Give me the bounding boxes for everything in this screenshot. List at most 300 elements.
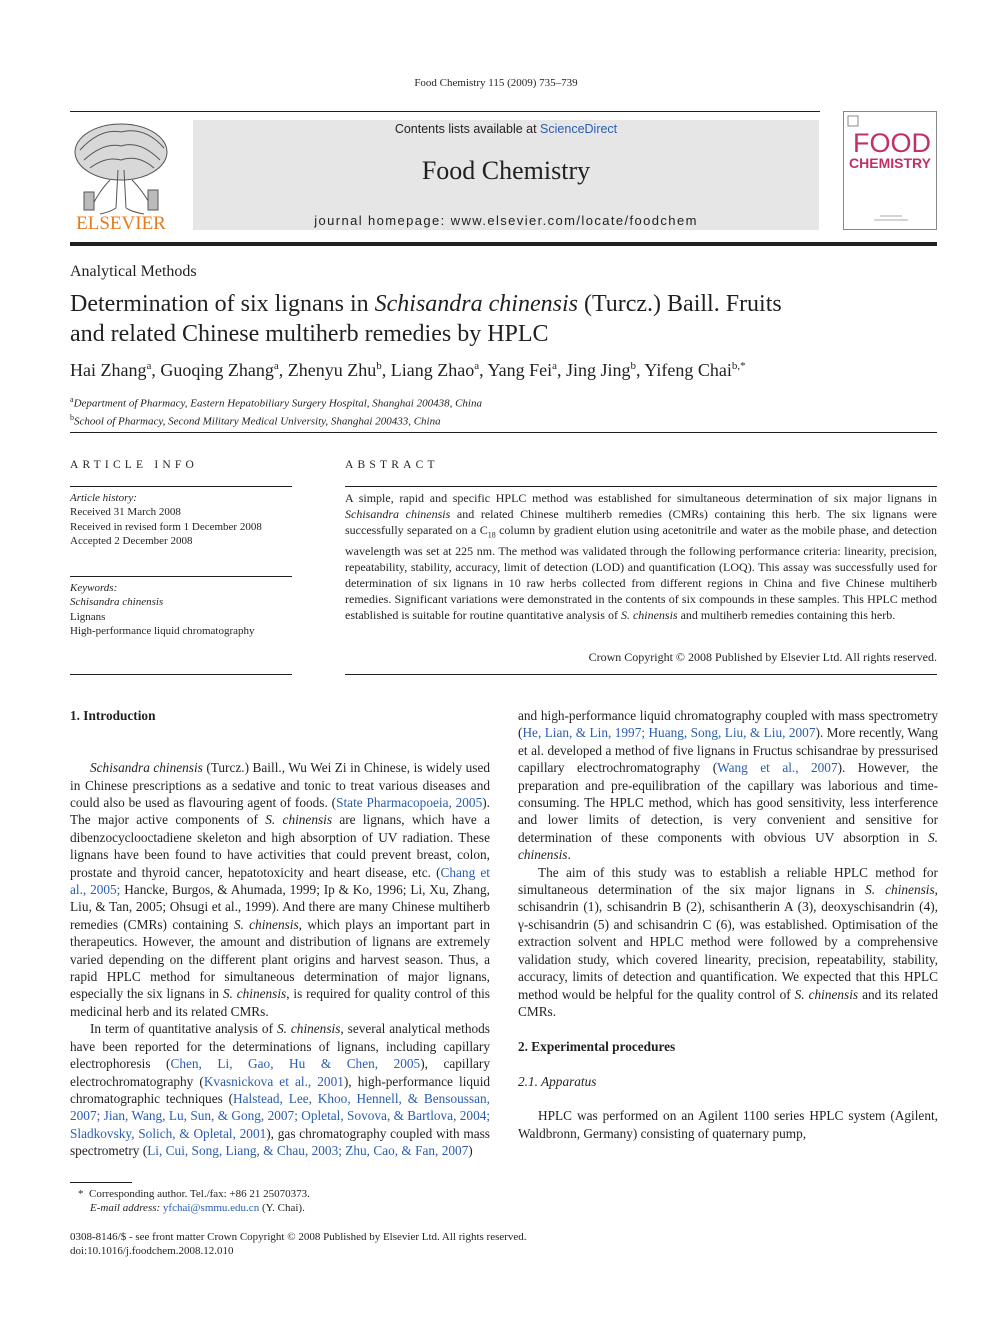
text-run: very [732, 812, 757, 828]
citation-link[interactable]: & [393, 1108, 404, 1124]
text-run: term [105, 1021, 130, 1037]
text-run: liquid [639, 708, 671, 723]
text-run: et [518, 742, 528, 758]
text-run: ), [266, 1125, 275, 1141]
section-heading-introduction: 1. Introduction [70, 708, 156, 723]
text-run [845, 760, 857, 775]
citation-link[interactable]: Fan, [415, 1143, 439, 1159]
text-run: ), [343, 1073, 352, 1089]
citation-link[interactable]: Gong, [231, 1108, 265, 1124]
text-run: HPLC was performed on an Agilent 1100 series HPLC system (Agilent, Waldbronn, Germany) consisting of quaternary pump, [518, 1108, 938, 1141]
citation-link[interactable]: al., [294, 1073, 312, 1089]
citation-link[interactable]: 2007 [811, 760, 838, 776]
citation-link[interactable]: 2003; [311, 1143, 342, 1159]
text-run: with [435, 1125, 460, 1141]
text-run: of [629, 812, 641, 828]
text-run: the [208, 1038, 226, 1054]
title-part-2: (Turcz.) Baill. Fruits [577, 291, 782, 317]
text-run: The aim of this study was to establish a reliable HPLC method for simultaneous determination of the six major lignans in [518, 864, 938, 898]
citation-link[interactable]: Opletal, [301, 1108, 344, 1124]
info-rule [70, 576, 292, 577]
text-run [855, 812, 866, 827]
text-run: More [826, 725, 856, 741]
text-run: . [567, 847, 571, 863]
text-run: these [621, 829, 649, 845]
text-run [202, 1039, 209, 1054]
history-label: Article history: [70, 492, 137, 504]
text-run: time-consuming. [518, 777, 939, 811]
citation-link[interactable]: 2007; [267, 1108, 298, 1124]
keywords [70, 581, 255, 639]
text-run [806, 830, 815, 845]
citation-link[interactable]: Song, [191, 1143, 223, 1159]
issn-line: 0308-8146/$ - see front matter Crown Copyright © 2008 Published by Elsevier Ltd. All rights reserved. [70, 1231, 527, 1243]
text-run: , [340, 1021, 344, 1037]
footnote-star: * [78, 1188, 84, 1200]
text-run: preparation [518, 777, 579, 793]
text-run: mass [838, 708, 865, 723]
text-run: al. [531, 742, 544, 758]
text-run: five [672, 742, 694, 758]
text-run: components [657, 829, 722, 845]
citation-link[interactable]: Liu, [724, 725, 747, 741]
text-run: for [186, 1038, 202, 1054]
history-accepted: Accepted 2 December 2008 [70, 535, 193, 548]
italic-text: S. chinensis [233, 916, 299, 932]
citation-link[interactable]: & [407, 1090, 419, 1106]
text-run [909, 760, 921, 775]
text-run: coupled [765, 708, 808, 723]
citation-link[interactable]: & [320, 1056, 332, 1072]
citation-link[interactable]: Kvasnickova [203, 1073, 274, 1089]
text-run: ( [712, 760, 718, 776]
text-run: pressurised [878, 742, 939, 758]
footnote: * Corresponding author. Tel./fax: +86 21 25070373. E-mail address: yfchai@smmu.edu.cn (Y. Chai). [78, 1188, 310, 1215]
citation-link[interactable]: Song, [690, 725, 722, 741]
citation-link[interactable]: 2007 [788, 725, 816, 741]
text-run: analysis [215, 1021, 258, 1037]
text-run: capillary [518, 760, 565, 776]
journal-homepage[interactable]: journal homepage: www.elsevier.com/locate/foodchem [314, 213, 698, 228]
text-run [612, 830, 621, 845]
keywords-label: Keywords: [70, 582, 118, 594]
text-run: , schisandrin (1), schisandrin B (2), schisantherin A (3), deoxyschisandrin (4), γ-schisandrin (5) and schisandrin C (6), was established. Optimisation of the extraction solvent and HPLC method were followed by a comprehensive validation study, which covered linearity, precision, repeatability, stability, accuracy, limits of detection and quantification. We expected that this HPLC method would be helpful for the quality control of [518, 882, 938, 1002]
italic-text: S. [928, 829, 938, 845]
text-run [537, 812, 548, 827]
text-run [312, 1039, 319, 1054]
text-run: of [706, 777, 719, 793]
text-run: several [347, 1021, 386, 1037]
text-run: which [696, 795, 730, 811]
citation-link[interactable]: Wang, [131, 1108, 166, 1124]
text-run [899, 830, 908, 845]
text-run: pre-equilibration [611, 777, 701, 793]
citation-link[interactable]: 2005 [393, 1056, 421, 1072]
paragraph [70, 759, 490, 1020]
text-run: with [731, 829, 755, 845]
subsection-heading-apparatus: 2.1. Apparatus [518, 1073, 597, 1089]
text-run: was [800, 777, 822, 793]
text-run [604, 778, 611, 793]
citation-link[interactable]: Gao, [248, 1056, 274, 1072]
text-run: lignans [696, 742, 736, 758]
citation-link[interactable]: Chau, [276, 1143, 309, 1159]
cover-food: FOOD [853, 128, 931, 158]
journal-reference: Food Chemistry 115 (2009) 735–739 [414, 77, 578, 89]
header-rule [70, 111, 820, 112]
affiliations [70, 393, 482, 428]
italic-text: S. chinensis [865, 882, 935, 898]
citation-link[interactable]: Bensoussan, [423, 1090, 490, 1106]
text-run [700, 778, 707, 793]
text-run [834, 830, 843, 845]
sciencedirect-link[interactable]: ScienceDirect [540, 122, 618, 136]
elsevier-wordmark: ELSEVIER [76, 213, 166, 232]
citation-link[interactable]: 2001 [239, 1125, 267, 1141]
text-run: capillary [443, 1038, 491, 1054]
citation-link[interactable]: Chen, [170, 1056, 202, 1072]
title-species: Schisandra chinensis [374, 291, 578, 317]
cover-chemistry: CHEMISTRY [849, 155, 931, 171]
text-run: (Turcz.) Baill., Wu Wei Zi in Chinese, is widely used in Chinese prescriptions as a sedative and tonic to treat various diseases and could also be used as flavouring agent of foods. ( [70, 760, 490, 810]
citation-link[interactable] [331, 1056, 347, 1071]
text-run: ( [166, 1056, 171, 1072]
italic-text: S. [276, 1021, 287, 1037]
history-received: Received 31 March 2008 [70, 506, 181, 519]
citation-link[interactable]: al., [782, 760, 799, 776]
text-run: HPLC [609, 795, 644, 811]
citation-link[interactable] [233, 1056, 249, 1071]
author[interactable]: Jing Jing$^b$ [566, 360, 637, 380]
article-history [70, 491, 262, 549]
contents-prefix: Contents lists available at [394, 122, 541, 136]
text-run [649, 830, 658, 845]
citation-link[interactable]: 1997; [614, 725, 646, 741]
text-run: method, [648, 795, 692, 811]
journal-cover-icon [844, 112, 936, 229]
text-run: detection, [650, 812, 703, 828]
journal-cover [843, 111, 937, 230]
text-run [718, 778, 725, 793]
citation-link[interactable] [770, 760, 782, 775]
affiliation: $^a$Department of Pharmacy, Eastern Hepatobiliary Surgery Hospital, Shanghai 200438, China [70, 395, 482, 410]
text-run: coupled [390, 1125, 433, 1141]
citation-link[interactable]: 2001 [317, 1073, 344, 1089]
citation-link[interactable]: Sun, [190, 1108, 215, 1124]
text-run [151, 1056, 167, 1071]
text-run: determinations [232, 1038, 312, 1054]
citation-link[interactable]: Khoo, [317, 1090, 351, 1106]
italic-text: chinensis [518, 847, 568, 863]
text-run [428, 1056, 444, 1071]
abstract-copyright: Crown Copyright © 2008 Published by Elsevier Ltd. All rights reserved. [588, 650, 937, 664]
citation-link[interactable] [202, 1056, 218, 1071]
text-run: of [261, 1021, 273, 1037]
abstract-rule [345, 674, 937, 675]
history-revised: Received in revised form 1 December 2008 [70, 520, 262, 533]
citation-link[interactable]: Jian, [103, 1108, 129, 1124]
citation-link[interactable]: et [760, 760, 770, 776]
text-run [919, 830, 928, 845]
elsevier-logo [70, 120, 172, 232]
affiliation-rule [70, 432, 937, 433]
text-run: ) [468, 1143, 473, 1159]
section-type: Analytical Methods [70, 263, 197, 280]
citation-link[interactable]: State Pharmacopoeia, 2005 [336, 795, 483, 810]
text-run [722, 830, 731, 845]
citation-link[interactable]: Opletal, [193, 1125, 236, 1141]
citation-link[interactable]: Halstead, [233, 1090, 283, 1106]
text-run: has [733, 795, 752, 811]
text-run: ( [228, 1090, 234, 1106]
citation-link[interactable]: Wang [717, 760, 748, 776]
text-run: less [849, 795, 870, 811]
text-run: ), [420, 1056, 428, 1072]
paragraph [518, 1107, 938, 1142]
text-run [578, 812, 589, 827]
citation-link[interactable]: Lu, [168, 1108, 187, 1124]
text-run [722, 812, 733, 827]
text-run: in [908, 829, 919, 845]
text-run: liquid [459, 1073, 491, 1089]
text-run: chromatography [299, 1125, 387, 1141]
text-run: by [861, 742, 875, 758]
citation-link[interactable]: & [401, 1143, 412, 1159]
citation-link[interactable]: & [749, 725, 761, 741]
text-run: good [756, 795, 784, 811]
keyword: Lignans [70, 610, 106, 623]
citation-link[interactable]: Li, [217, 1056, 233, 1072]
title-line-2: and related Chinese multiherb remedies by HPLC [70, 321, 549, 347]
author[interactable]: Guoqing Zhang$^a$ [160, 360, 279, 380]
citation-link[interactable]: Chen, [346, 1056, 379, 1072]
citation-link[interactable]: Lian, [544, 725, 573, 741]
text-run: have [70, 1038, 96, 1054]
text-run: methods [444, 1021, 490, 1037]
citation-link[interactable]: Liu, [763, 725, 786, 741]
author-list: Hai Zhang$^a$, Guoqing Zhang$^a$, Zhenyu Zhu$^b$, Liang Zhao$^a$, Yang Fei$^a$, Jing Jing$^b$, Yifeng Chai$^{b,*}$ [70, 360, 746, 380]
text-run: high-performance [540, 708, 637, 723]
text-run: absorption [843, 829, 900, 845]
citation-link[interactable] [274, 1056, 290, 1071]
text-run: obvious [763, 829, 806, 845]
text-run: schisandrae [795, 742, 858, 758]
citation-link[interactable]: He, [522, 725, 542, 741]
citation-link[interactable] [305, 1056, 321, 1071]
text-run: of [601, 829, 613, 845]
text-run [912, 812, 923, 827]
citation-link[interactable] [748, 760, 760, 775]
author[interactable]: Liang Zhao$^a$ [390, 360, 480, 380]
citation-link[interactable]: & [179, 1125, 190, 1141]
citation-link[interactable]: Hu [289, 1056, 306, 1072]
text-run [703, 812, 714, 827]
italic-text: S. chinensis [222, 986, 287, 1002]
citation-link[interactable]: Cui, [165, 1143, 189, 1159]
text-run: Hancke, Burgos, & Ahumada, 1999; Ip & Ko, 1996; Li, Xu, Zhang, Liu, & Tan, 2005; Ohsugi et al., 1999). And there are many Chinese multiherb remedies (CMRs) containing [70, 882, 491, 932]
abstract-rule [345, 486, 937, 487]
body-column-right [518, 707, 938, 1142]
author[interactable]: Yifeng Chai$^{b,*}$ [644, 360, 746, 380]
citation-link[interactable]: Sladkovsky, [70, 1125, 135, 1141]
text-run: for [922, 812, 939, 828]
text-run: sensitive [865, 812, 913, 828]
section-heading-experimental: 2. Experimental procedures [518, 1038, 676, 1054]
text-run [565, 760, 577, 775]
body-column-left [70, 707, 490, 1160]
citation-link[interactable]: Cao, [373, 1143, 399, 1159]
article-title [70, 289, 930, 349]
text-run: ). [837, 760, 846, 776]
text-run: laborious [828, 777, 878, 793]
citation-link[interactable]: 2007; [70, 1108, 101, 1124]
footnote-rule [70, 1182, 132, 1183]
text-run: gas [277, 1125, 296, 1141]
text-run: The [584, 795, 605, 811]
contents-line [193, 122, 819, 136]
text-run [436, 1039, 443, 1054]
text-run: limits [588, 812, 619, 828]
article-info-heading: ARTICLE INFO [70, 459, 198, 471]
email-link[interactable]: yfchai@smmu.edu.cn [162, 1202, 260, 1215]
text-run: quantitative [148, 1021, 212, 1037]
text-run [379, 1039, 386, 1054]
text-run: electrochromatography [70, 1073, 194, 1089]
footnote-text: Corresponding author. Tel./fax: +86 21 25070373. [89, 1188, 310, 1200]
text-run: recently, [858, 725, 905, 741]
text-run [640, 812, 651, 827]
paragraph [518, 864, 938, 1021]
text-run: and [518, 708, 538, 723]
text-run: developed [547, 742, 603, 758]
text-run [592, 830, 601, 845]
citation-link[interactable]: Sovova, [347, 1108, 391, 1124]
citation-link[interactable]: & [575, 725, 587, 741]
citation-link[interactable] [378, 1056, 394, 1071]
text-run: and [835, 812, 855, 828]
paragraph [70, 1020, 490, 1159]
text-run: chromatographic [70, 1090, 161, 1106]
text-run: of [658, 742, 670, 758]
citation-link[interactable] [799, 760, 811, 775]
elsevier-tree-icon [70, 120, 172, 232]
citation-link[interactable]: Solich, [138, 1125, 176, 1141]
author[interactable]: Hai Zhang$^a$ [70, 360, 152, 380]
text-run: In [90, 1021, 102, 1037]
italic-text: S. chinensis [794, 986, 859, 1002]
citation-link[interactable]: Lee, [288, 1090, 312, 1106]
text-run: ). The major active components of [70, 795, 490, 828]
text-run [700, 760, 712, 775]
citation-link[interactable]: Hennell, [356, 1090, 402, 1106]
keyword: Schisandra chinensis [70, 596, 164, 609]
text-run: and [518, 812, 538, 828]
journal-header [193, 120, 819, 230]
citation-link[interactable]: Bartlova, [407, 1108, 457, 1124]
journal-title: Food Chemistry [421, 156, 591, 185]
text-run: interference [874, 795, 939, 811]
text-run: spectrometry [70, 1143, 140, 1159]
text-run: lower [547, 812, 578, 828]
text-run [330, 1039, 337, 1054]
text-run: been [102, 1038, 128, 1054]
title-part-1: Determination of six lignans in [70, 291, 375, 317]
text-run: the [921, 760, 939, 776]
text-run [756, 812, 767, 827]
text-run [903, 778, 910, 793]
text-run: method [614, 742, 655, 758]
italic-text: chinensis [290, 1021, 341, 1037]
citation-link[interactable]: 2004; [459, 1108, 491, 1124]
text-run: , which plays an important part in therapeutics. However, the amount and distribution of lignans are extremely varied depending on the different plant origins and harvest season. Thus, a rapid HPLC method for simultaneous determination of major lignans, especially the six lignans in [70, 916, 490, 1002]
text-run: of [318, 1038, 330, 1054]
text-run [825, 812, 836, 827]
text-run [755, 830, 764, 845]
citation-link[interactable]: Liang, [225, 1143, 260, 1159]
citation-link[interactable]: & [217, 1108, 229, 1124]
citation-link[interactable]: & [263, 1143, 274, 1159]
author[interactable]: Yang Fei$^a$ [487, 360, 558, 380]
text-run: UV [815, 829, 835, 845]
text-run: convenient [766, 812, 826, 828]
citation-link[interactable]: Chang et al., 2005; [70, 864, 490, 898]
text-run: ( [199, 1073, 204, 1089]
text-run [794, 778, 801, 793]
text-run: the [724, 777, 741, 793]
citation-link[interactable]: Zhu, [345, 1143, 370, 1159]
text-run: sensitivity, [787, 795, 845, 811]
citation-link[interactable]: 2007 [441, 1143, 469, 1159]
info-rule [70, 674, 292, 675]
text-run [619, 812, 630, 827]
text-run: with [811, 708, 835, 723]
text-run: electrophoresis [70, 1056, 151, 1072]
text-run: reported [134, 1038, 179, 1054]
text-run: electrochromatography [576, 760, 701, 776]
abstract-text: A simple, rapid and specific HPLC method was established for simultaneous determination of six major lignans in Schisandra chinensis and related Chinese multiherb remedies (CMRs) containing this herb. The six lignans were successfully separated on a $C_{18}$ column by gradient elution using acetonitrile and water as the mobile phase, and detection wavelength was set at 225 nm. The method was validated through the following performance criteria: linearity, precision, repeatability, stability, accuracy, limit of detection (LOD) and quantification (LOQ). This assay was successfully used for determination of six lignans in 10 raw herbs collected from different regions in China and five Chinese multiherb remedies. Significant variations were demonstrated in the contents of six compounds in these samples. This HPLC method established is suitable for routine quantitative analysis of S. chinensis and multiherb remedies containing this herb. [345, 491, 937, 623]
author[interactable]: Zhenyu Zhu$^b$ [287, 360, 382, 380]
text-run: a [605, 742, 612, 758]
italic-text: Schisandra chinensis [90, 760, 203, 776]
text-run: is [713, 812, 723, 828]
text-run: ( [518, 725, 523, 741]
text-run: analytical [389, 1021, 441, 1037]
email-label: E-mail address: [90, 1202, 161, 1215]
text-run: are lignans, which have a dibenzocyclooctadiene skeleton and high absorption of UV radiation. These lignans have been found to have activities that could prevent breast, colon, prostate and thyroid cancer, hepatotoxicity and heart disease, etc. ( [70, 812, 490, 880]
header-thick-rule [70, 242, 937, 246]
text-run: mass [463, 1125, 490, 1141]
text-run: and [585, 777, 605, 793]
text-run: in [738, 742, 750, 758]
citation-link[interactable]: Li, [147, 1143, 163, 1159]
text-run: techniques [165, 1090, 223, 1106]
doi[interactable]: doi:10.1016/j.foodchem.2008.12.010 [70, 1245, 234, 1258]
text-run: capillary [443, 1056, 490, 1072]
text-run: high-performance [357, 1073, 453, 1089]
affiliation: $^b$School of Pharmacy, Second Military Medical University, Shanghai 200433, China [70, 412, 441, 428]
citation-link[interactable]: et [279, 1073, 289, 1089]
citation-link[interactable]: Huang, [648, 725, 688, 741]
text-run: ). [815, 725, 824, 741]
paragraph-continued [518, 707, 938, 864]
text-run: chromatography [674, 708, 762, 723]
abstract-heading: ABSTRACT [345, 459, 439, 471]
text-run: spectrometry [868, 708, 938, 723]
text-run: including [386, 1038, 437, 1054]
text-run: of [133, 1021, 145, 1037]
citation-link[interactable]: Lin, [589, 725, 612, 741]
text-run: , is required for quality control of this medicinal herb and its related CMRs. [70, 986, 490, 1019]
